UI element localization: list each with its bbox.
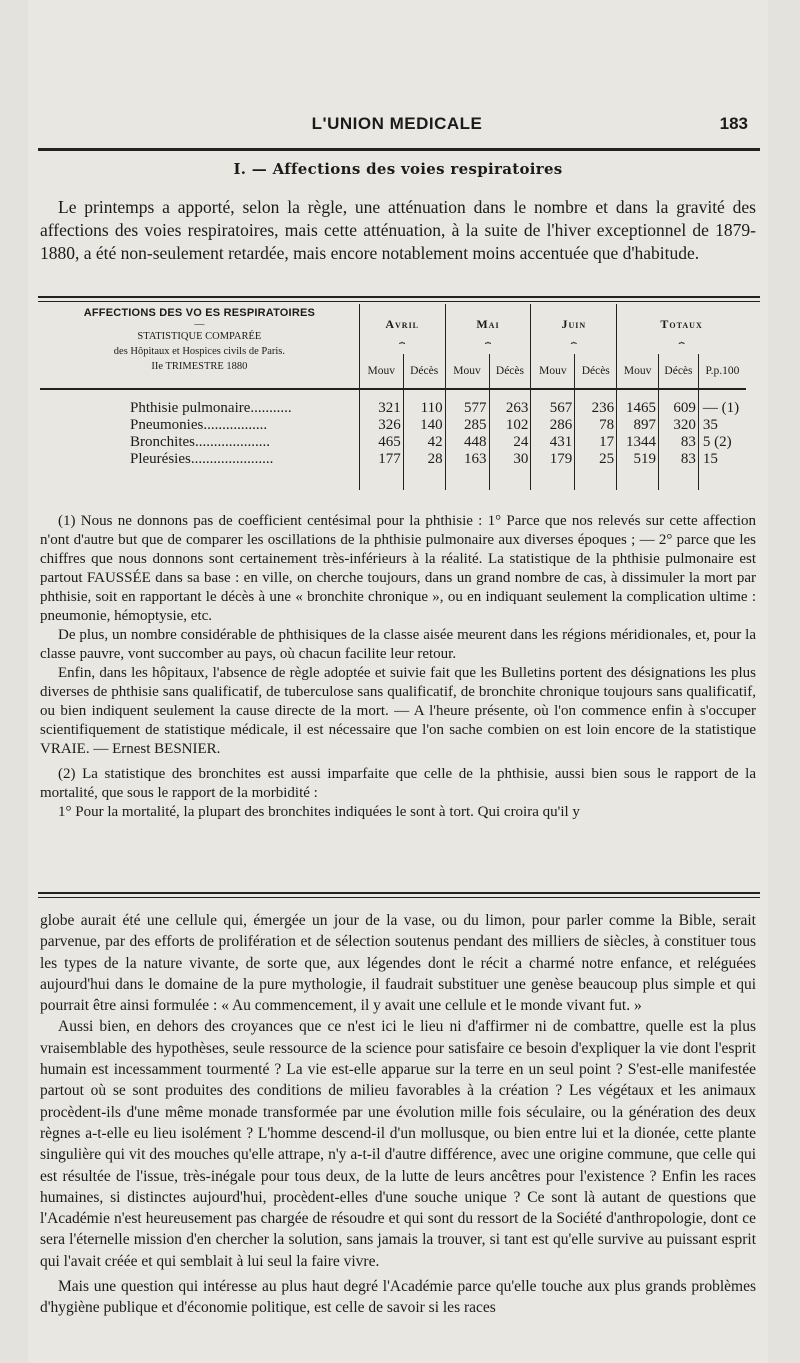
footnote-2-paragraph-2: 1° Pour la mortalité, la plupart des bronchites indiquées le sont à tort. Qui croira qu'il y [58,804,580,820]
cell: 83 [659,434,699,451]
journal-page [28,0,768,1363]
col-head: Mouv [531,354,575,389]
cell: 110 [403,400,445,417]
month-header-totaux: Totaux [617,304,746,344]
footnote-1-paragraph-2: De plus, un nombre considérable de phthisiques de la classe aisée meurent dans les régions méridionales, et, pour la classe pauvre, vont succomber au pays, où chacun facilite leur retour. [40,627,756,662]
table-title-dash: — [194,319,205,330]
brace-mai: ⏞ [445,344,531,354]
cell: 102 [489,417,531,434]
table-top-rule-inner [38,301,760,302]
feuilleton-paragraph-2: Aussi bien, en dehors des croyances que ce n'est ici le lieu ni d'affirmer ni de combattre, quelle est la plus vraisemblable des hypothèses, seule ressource de la science pour satisfaire ce besoin d'expliquer la vie dont l'esprit humain est incessamment tourmenté ? La vie est-elle apparue sur la terre en un seul point ? S'est-elle manifestée partout où se sont produites des conditions de milieu favorables à la création ? Les végétaux et les animaux procèdent-ils d'une même monade transformée par une évolution mille fois séculaire, ou la génération des deux règnes a-t-elle eu lieu isolément ? L'homme descend-il d'un mollusque, ou bien entre lui et la dionée, cette plante singulière qui vit des mouches qu'elle attrape, n'y a-t-il d'autre différence, avec une origine commune, que celle qui est résultée de l'issue, très-inégale pour tous deux, de la lutte de leurs ancêtres pour l'existence ? Enfin les races humaines, si distinctes aujourd'hui, procèdent-elles d'une souche unique ? Ce sont là autant de questions que l'Académie n'est heureusement pas chargée de résoudre et qui sont du ressort de la Société d'anthropologie, dont ce sera l'éternelle mission d'en chercher la solution, sans jamais la trouver, si tant est qu'elle survive au puissant esprit qui l'avait créée et qui semblait à lui seul la faire vivre. [40,1018,756,1270]
table-row [40,400,746,417]
cell: 567 [531,400,575,417]
feuilleton-paragraph-1: globe aurait été une cellule qui, émergée un jour de la vase, ou du limon, pour parler comme la Bible, serait parvenue, par des efforts de prolifération et de sélection soutenus pendant des milliers de siècles, à constituer tous les types de la nature vivante, de sorte que, aux légendes dont le récit a charmé notre enfance, et reléguées aujourd'hui dans le domaine de la pure mythologie, il faudrait substituer une genèse beaucoup plus simple et qui pourrait être ainsi formulée : « Au commencement, il y avait une cellule et le monde vivant fut. » [40,912,756,1015]
table-subtitle-1: STATISTIQUE COMPARÉE [137,331,262,342]
header-rule [38,148,760,151]
footnotes [40,512,756,822]
table-top-rule [38,296,760,298]
page-number: 183 [719,114,748,133]
footnote-1: (1) Nous ne donnons pas de coefficient centésimal pour la phthisie : 1° Parce que nos relevés sur cette affection n'ont d'autre but que de comparer les oscillations de la phthisie pulmonaire aux diverses époques ; — 2° parce que les chiffres que nous donnons sont certainement très-inférieurs à la réalité. La statistique de la phthisie pulmonaire est partout FAUSSÉE dans sa base : en ville, on cherche toujours, dans un grand nombre de cas, à dissimuler la mort par phthisie, soit en rapportant le décès à une « bronchite chronique », ou en indiquant seulement la complication ultime : pneumonie, hémoptysie, etc. [40,513,756,624]
cell: 5 (2) [698,434,746,451]
row-label: Pleurésies...................... [130,451,274,467]
cell: 1344 [617,434,659,451]
col-head: Décès [575,354,617,389]
cell: 236 [575,400,617,417]
table-row [40,434,746,451]
cell: 465 [359,434,403,451]
cell: 24 [489,434,531,451]
cell: 78 [575,417,617,434]
footnote-2: (2) La statistique des bronchites est aussi imparfaite que celle de la phthisie, aussi bien sous le rapport de la mortalité, que sous le rapport de la morbidité : [40,766,756,801]
cell: 15 [698,451,746,468]
col-head: P.p.100 [698,354,746,389]
col-head: Mouv [445,354,489,389]
col-head: Mouv [617,354,659,389]
cell: 42 [403,434,445,451]
footnote-1-paragraph-3: Enfin, dans les hôpitaux, l'absence de règle adoptée et suivie fait que les Bulletins portent des désignations les plus diverses de phthisie sans qualificatif, de tuberculose sans qualificatif, de bronchite chronique toujours sans qualificatif, ou bien indiquent seulement la cause directe de la mort. — A l'heure présente, où l'on commence enfin à s'occuper scientifiquement de statistique médicale, il est nécessaire que l'on sache combien on est loin encore de la statistique VRAIE. — Ernest BESNIER. [40,665,756,757]
table-title: AFFECTIONS DES VO ES RESPIRATOIRES [83,307,316,319]
cell: 163 [445,451,489,468]
month-header-avril: Avril [359,304,445,344]
journal-title: L'UNION MEDICALE [311,114,483,133]
brace-totaux: ⏞ [617,344,746,354]
row-label: Bronchites.................... [130,434,270,450]
cell: 17 [575,434,617,451]
col-head: Mouv [359,354,403,389]
cell: 35 [698,417,746,434]
col-head: Décès [403,354,445,389]
statistics-table [40,304,746,490]
feuilleton-rule-inner [38,897,760,898]
cell: 83 [659,451,699,468]
brace-avril: ⏞ [359,344,445,354]
cell: 28 [403,451,445,468]
cell: 431 [531,434,575,451]
cell: 30 [489,451,531,468]
cell: 177 [359,451,403,468]
feuilleton-paragraph-3: Mais une question qui intéresse au plus haut degré l'Académie parce qu'elle touche aux plus grands problèmes d'hygiène publique et d'économie politique, est celle de savoir si les races [40,1278,756,1317]
col-head: Décès [659,354,699,389]
cell: 25 [575,451,617,468]
month-header-juin: Juin [531,304,617,344]
section-heading: I. — Affections des voies respiratoires [233,160,563,178]
intro-paragraph: Le printemps a apporté, selon la règle, une atténuation dans le nombre et dans la gravité des affections des voies respiratoires, mais cette atténuation, à la suite de l'hiver exceptionnel de 1879-1880, a été non-seulement retardée, mais encore notablement moins accentuée que d'habitude. [40,197,756,263]
cell: 179 [531,451,575,468]
cell: 320 [659,417,699,434]
running-header [38,114,756,140]
cell: 448 [445,434,489,451]
cell: 577 [445,400,489,417]
row-label: Phthisie pulmonaire........... [130,400,292,416]
row-label: Pneumonies................. [130,417,268,433]
cell: 140 [403,417,445,434]
feuilleton-text [40,910,756,1319]
cell: 286 [531,417,575,434]
table-row [40,417,746,434]
table-subtitle-3: IIe TRIMESTRE 1880 [151,361,248,372]
brace-juin: ⏞ [531,344,617,354]
cell: 897 [617,417,659,434]
cell: 609 [659,400,699,417]
table-row [40,451,746,468]
table-subtitle-2: des Hôpitaux et Hospices civils de Paris. [113,346,285,357]
table-stub-header [40,304,359,389]
cell: 1465 [617,400,659,417]
month-header-mai: Mai [445,304,531,344]
cell: 285 [445,417,489,434]
cell: 321 [359,400,403,417]
feuilleton-rule [38,892,760,894]
cell: — (1) [698,400,746,417]
cell: 326 [359,417,403,434]
col-head: Décès [489,354,531,389]
cell: 263 [489,400,531,417]
cell: 519 [617,451,659,468]
